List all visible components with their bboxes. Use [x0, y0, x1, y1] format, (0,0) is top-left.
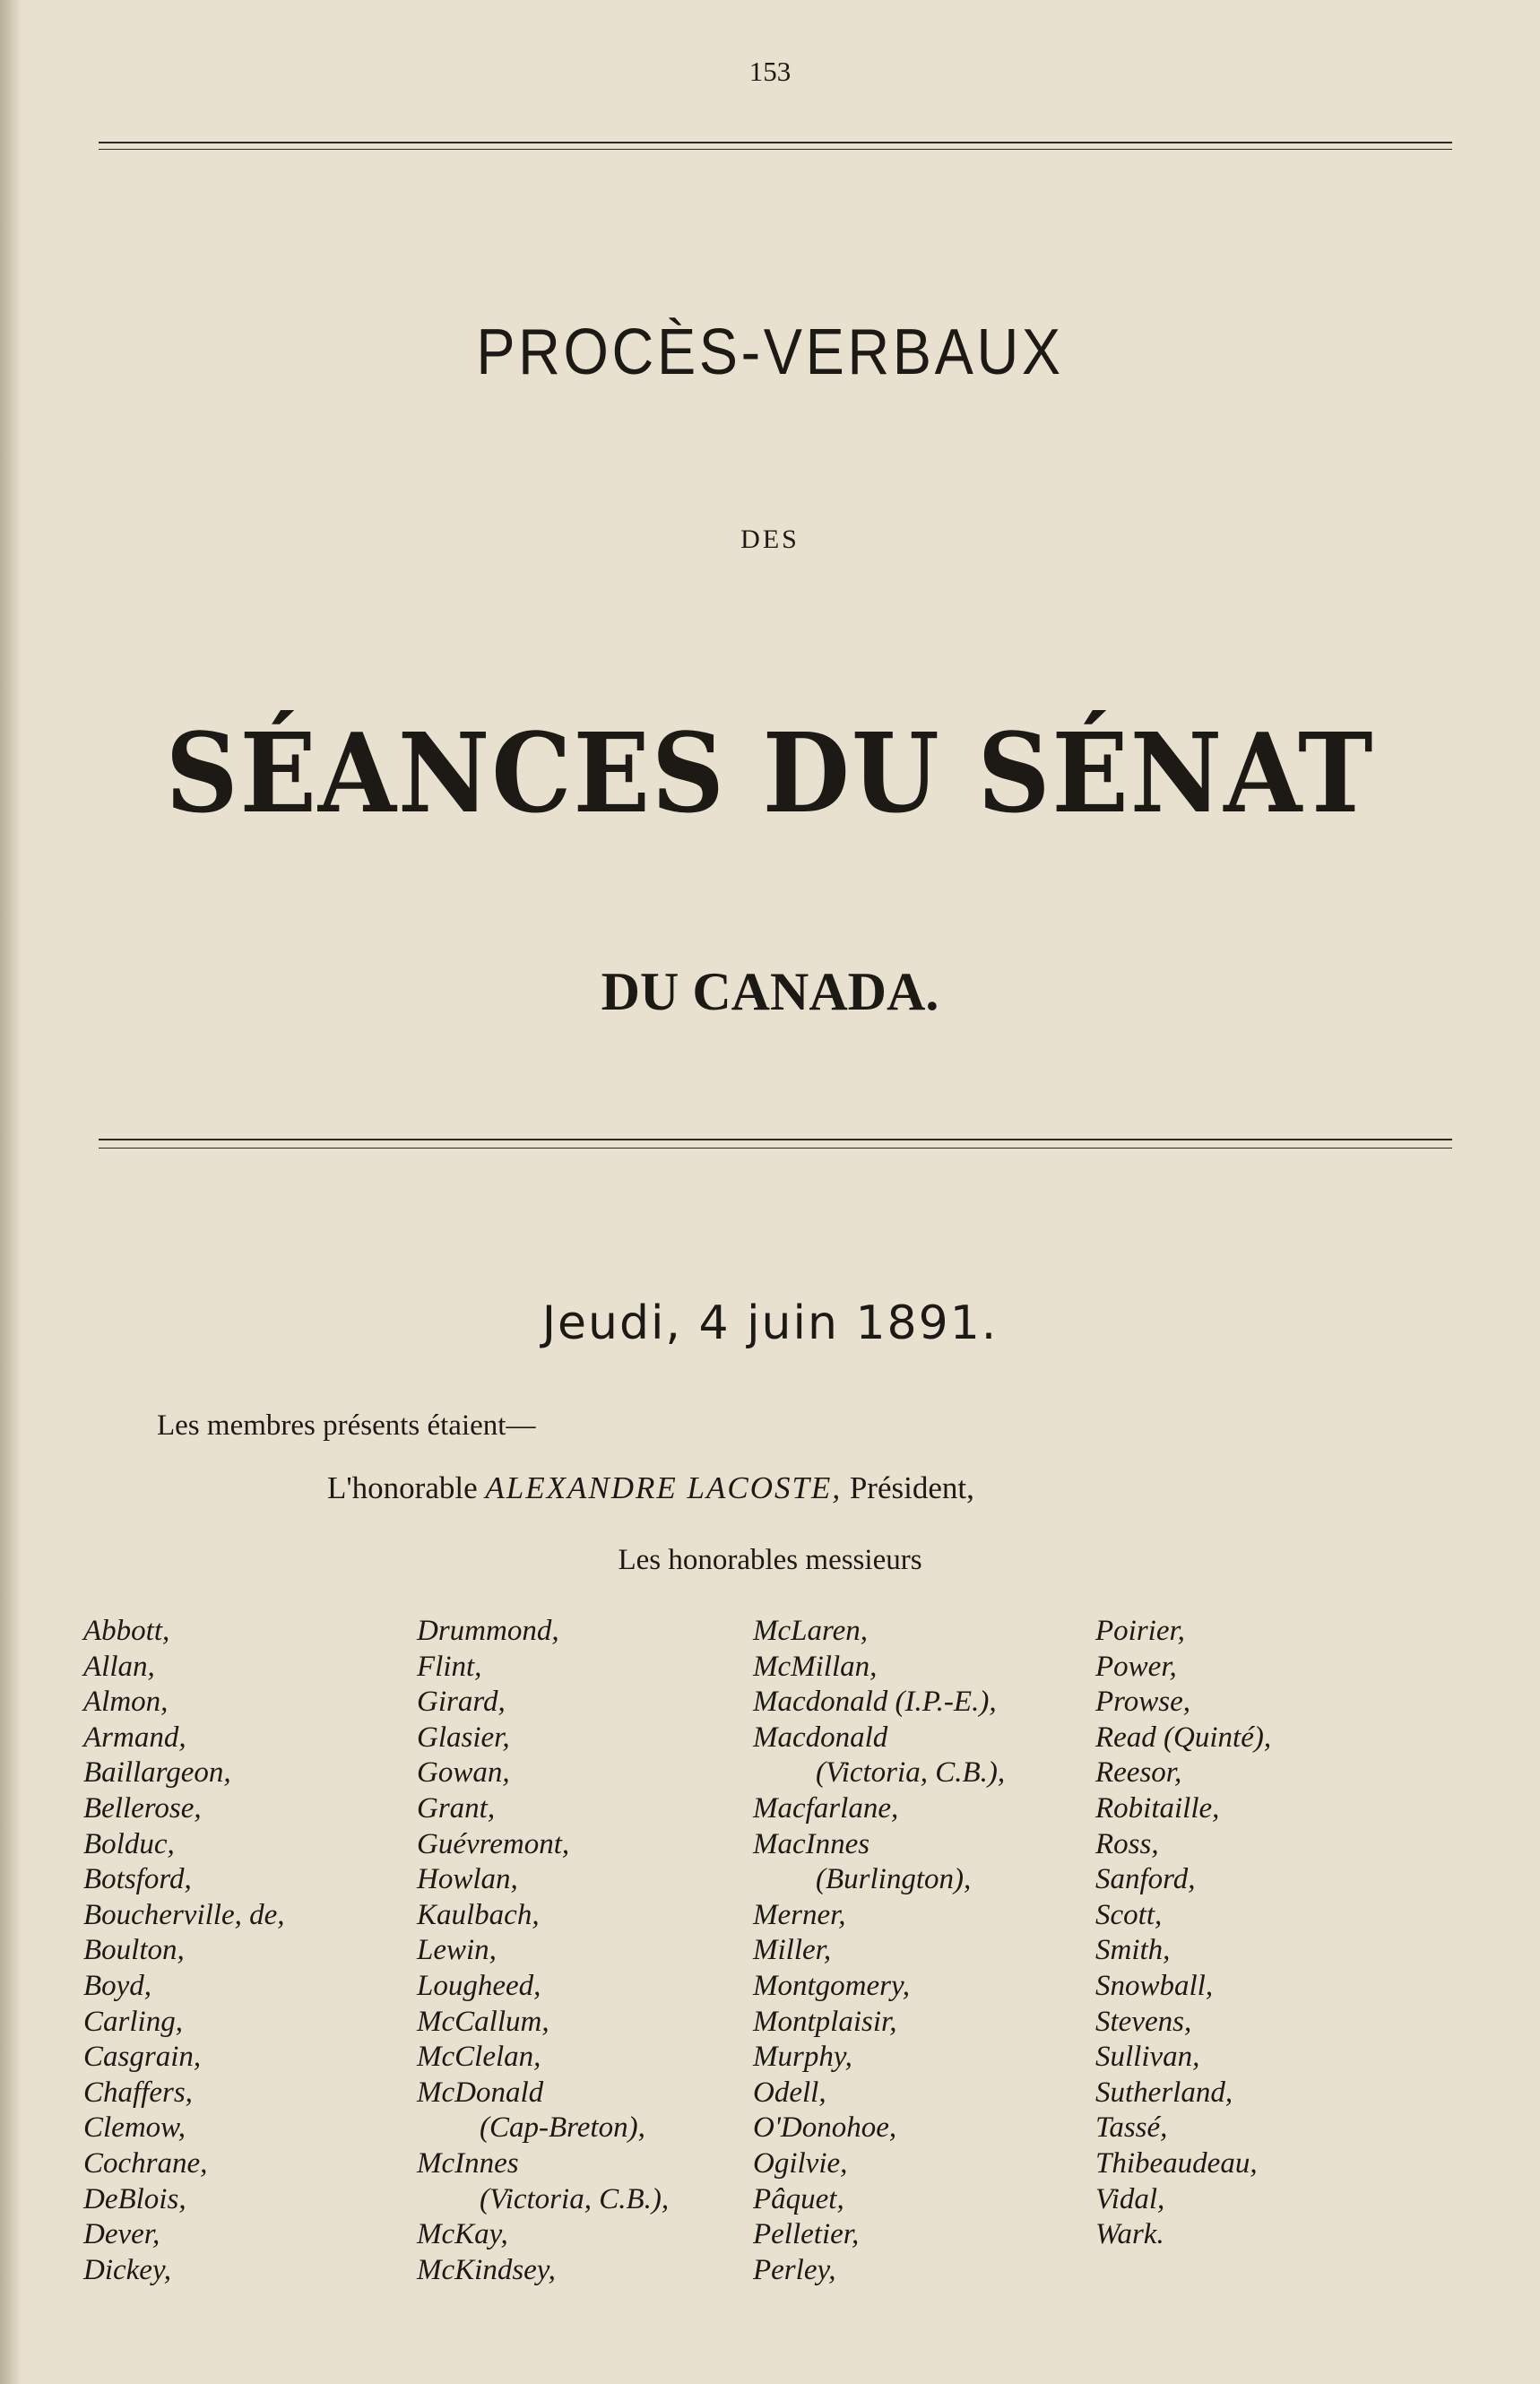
- top-rule-thin: [99, 149, 1452, 150]
- senator-name: Ross,: [1095, 1827, 1159, 1860]
- title-proces-verbaux: PROCÈS-VERBAUX: [476, 316, 1064, 388]
- senator-name: Girard,: [417, 1686, 506, 1719]
- senator-name: Flint,: [417, 1650, 482, 1683]
- members-intro: Les membres présents étaient—: [157, 1409, 536, 1442]
- senator-name: (Victoria, C.B.),: [480, 2182, 670, 2215]
- senator-name: Ogilvie,: [753, 2146, 848, 2180]
- senator-name: Thibeaudeau,: [1095, 2146, 1258, 2180]
- senator-name: Robitaille,: [1095, 1791, 1220, 1825]
- senator-name: Macfarlane,: [753, 1791, 899, 1825]
- senator-name: McKindsey,: [417, 2253, 556, 2286]
- senator-name: Howlan,: [417, 1863, 518, 1896]
- senator-name: McKay,: [417, 2218, 508, 2251]
- senator-name: Chaffers,: [83, 2076, 193, 2109]
- senator-name: Montgomery,: [753, 1969, 911, 2002]
- senator-name: DeBlois,: [83, 2182, 186, 2215]
- senator-name: Merner,: [753, 1898, 846, 1931]
- senator-name: Wark.: [1095, 2218, 1164, 2251]
- page-number: 153: [748, 56, 792, 87]
- senator-name: Power,: [1095, 1650, 1177, 1683]
- senator-name: Poirier,: [1095, 1615, 1185, 1647]
- page-edge-shadow: [0, 0, 22, 2384]
- senator-name: Stevens,: [1095, 2005, 1192, 2038]
- president-prefix: L'honorable: [327, 1470, 478, 1505]
- middle-rule-thin: [99, 1148, 1452, 1149]
- senators-column-4: [1095, 1614, 1271, 2253]
- senator-name: Sutherland,: [1095, 2076, 1233, 2109]
- senator-name: Smith,: [1095, 1934, 1171, 1967]
- top-rule: [99, 142, 1452, 143]
- senator-name: Cochrane,: [83, 2146, 208, 2180]
- senator-name: Snowball,: [1095, 1969, 1214, 2002]
- senators-column-2: [417, 1614, 669, 2288]
- senator-name: Pelletier,: [753, 2218, 860, 2251]
- senator-name: Baillargeon,: [83, 1756, 231, 1790]
- senator-name: Reesor,: [1095, 1756, 1182, 1790]
- senator-name: McMillan,: [753, 1650, 878, 1683]
- senator-name: Dever,: [83, 2218, 160, 2251]
- senator-name: (Burlington),: [816, 1863, 972, 1896]
- senator-name: Vidal,: [1095, 2182, 1165, 2215]
- senator-name: Sanford,: [1095, 1863, 1196, 1896]
- senator-name: Sullivan,: [1095, 2041, 1200, 2074]
- session-date: Jeudi, 4 juin 1891.: [541, 1296, 999, 1350]
- senator-name: Glasier,: [417, 1721, 510, 1754]
- senator-name: Gowan,: [417, 1756, 510, 1790]
- senator-name: McLaren,: [753, 1615, 869, 1647]
- president-line: [327, 1470, 974, 1506]
- title-seances-du-senat: SÉANCES DU SÉNAT: [165, 708, 1375, 837]
- senator-name: Read (Quinté),: [1095, 1721, 1272, 1754]
- senator-name: Miller,: [753, 1934, 832, 1967]
- senator-name: McCallum,: [417, 2005, 549, 2038]
- senator-name: Lougheed,: [417, 1969, 541, 2002]
- senator-name: Almon,: [83, 1686, 169, 1719]
- senator-name: Abbott,: [83, 1615, 170, 1647]
- senator-name: Boyd,: [83, 1969, 152, 2002]
- senator-name: Grant,: [417, 1791, 496, 1825]
- senator-name: McInnes: [417, 2146, 519, 2180]
- senator-name: Montplaisir,: [753, 2005, 897, 2038]
- senator-name: Kaulbach,: [417, 1898, 540, 1931]
- senator-name: Boulton,: [83, 1934, 185, 1967]
- senator-name: Allan,: [83, 1650, 155, 1683]
- senator-name: (Victoria, C.B.),: [816, 1756, 1006, 1790]
- senator-name: Scott,: [1095, 1898, 1163, 1931]
- honorables-heading: Les honorables messieurs: [618, 1544, 922, 1576]
- middle-rule: [99, 1139, 1452, 1140]
- senator-name: Bolduc,: [83, 1827, 175, 1860]
- senator-name: Pâquet,: [753, 2182, 844, 2215]
- senator-name: Murphy,: [753, 2041, 852, 2074]
- senator-name: Armand,: [83, 1721, 186, 1754]
- senator-name: (Cap-Breton),: [480, 2111, 645, 2145]
- senator-name: Lewin,: [417, 1934, 497, 1967]
- senator-name: Odell,: [753, 2076, 826, 2109]
- senator-name: Perley,: [753, 2253, 836, 2286]
- senator-name: Carling,: [83, 2005, 183, 2038]
- senator-name: Casgrain,: [83, 2041, 202, 2074]
- senator-name: Macdonald (I.P.-E.),: [753, 1686, 997, 1719]
- president-role: Président,: [849, 1470, 974, 1505]
- senator-name: McClelan,: [417, 2041, 541, 2074]
- senator-name: Prowse,: [1095, 1686, 1191, 1719]
- senator-name: Drummond,: [417, 1615, 559, 1647]
- senator-name: Guévremont,: [417, 1827, 570, 1860]
- president-name: ALEXANDRE LACOSTE,: [485, 1470, 843, 1505]
- senator-name: Dickey,: [83, 2253, 172, 2286]
- senators-column-3: [753, 1614, 1005, 2288]
- senator-name: MacInnes: [753, 1827, 870, 1860]
- title-des: DES: [740, 524, 800, 554]
- senator-name: Tassé,: [1095, 2111, 1168, 2145]
- senator-name: Botsford,: [83, 1863, 192, 1896]
- senators-column-1: [83, 1614, 285, 2288]
- title-du-canada: DU CANADA.: [601, 962, 939, 1021]
- senator-name: Bellerose,: [83, 1791, 202, 1825]
- senator-name: Boucherville, de,: [83, 1898, 285, 1931]
- senator-name: O'Donohoe,: [753, 2111, 897, 2145]
- senator-name: Clemow,: [83, 2111, 186, 2145]
- senator-name: McDonald: [417, 2076, 544, 2109]
- senator-name: Macdonald: [753, 1721, 888, 1754]
